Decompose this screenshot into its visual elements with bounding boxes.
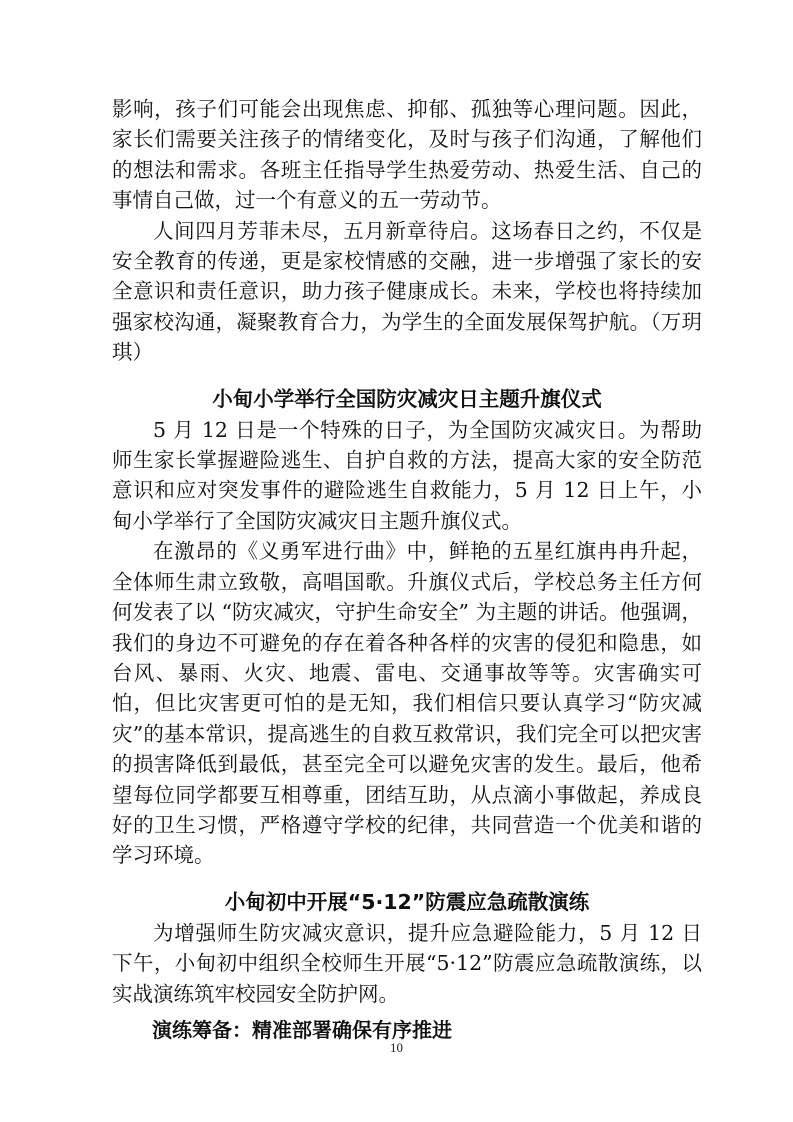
paragraph: 在激昂的《义勇军进行曲》中，鲜艳的五星红旗冉冉升起，全体师生肃立致敬，高唱国歌。升旗仪式后，学校总务主任方何何发表了以 “防灾减灾，守护生命安全” 为主题的讲话。他强调，我们的身边不可避免的存在着各种各样的灾害的侵犯和隐患，如台风、暴雨、火灾、地震、雷电、交通事故等等。灾害确实可怕，但比灾害更可怕的是无知，我们相信只要认真学习“防灾减灾”的基本常识，提高逃生的自救互救常识，我们完全可以把灾害的损害降低到最低，甚至完全可以避免灾害的发生。最后，他希望每位同学都要互相尊重，团结互助，从点滴小事做起，养成良好的卫生习惯，严格遵守学校的纪律，共同营造一个优美和谐的学习环境。 (112, 539, 702, 868)
article-title-flag-ceremony: 小甸小学举行全国防灾减灾日主题升旗仪式 (212, 386, 602, 411)
paragraph-continued: 影响，孩子们可能会出现焦虑、抑郁、孤独等心理问题。因此，家长们需要关注孩子的情绪变化，及时与孩子们沟通，了解他们的想法和需求。各班主任指导学生热爱劳动、热爱生活、自己的事情自己做，过一个有意义的五一劳动节。 (112, 97, 702, 213)
section-subheading: 演练筹备：精准部署确保有序推进 (152, 1017, 452, 1042)
page-body (112, 94, 702, 1045)
paragraph: 为增强师生防灾减灾意识，提升应急避险能力，5 月 12 日下午，小甸初中组织全校师生开展“5·12”防震应急疏散演练，以实战演练筑牢校园安全防护网。 (112, 920, 702, 1006)
article-title-evacuation-drill: 小甸初中开展“5·12”防震应急疏散演练 (224, 889, 590, 914)
page-number: 10 (390, 1040, 403, 1055)
paragraph: 5 月 12 日是一个特殊的日子，为全国防灾减灾日。为帮助师生家长掌握避险逃生、自护自救的方法，提高大家的安全防范意识和应对突发事件的避险逃生自救能力，5 月 12 日上午，小甸小学举行了全国防灾减灾日主题升旗仪式。 (112, 417, 702, 533)
paragraph-closing: 人间四月芳菲未尽，五月新章待启。这场春日之约，不仅是安全教育的传递，更是家校情感的交融，进一步增强了家长的安全意识和责任意识，助力孩子健康成长。未来，学校也将持续加强家校沟通，凝聚教育合力，为学生的全面发展保驾护航。（万玥琪） (112, 218, 702, 365)
